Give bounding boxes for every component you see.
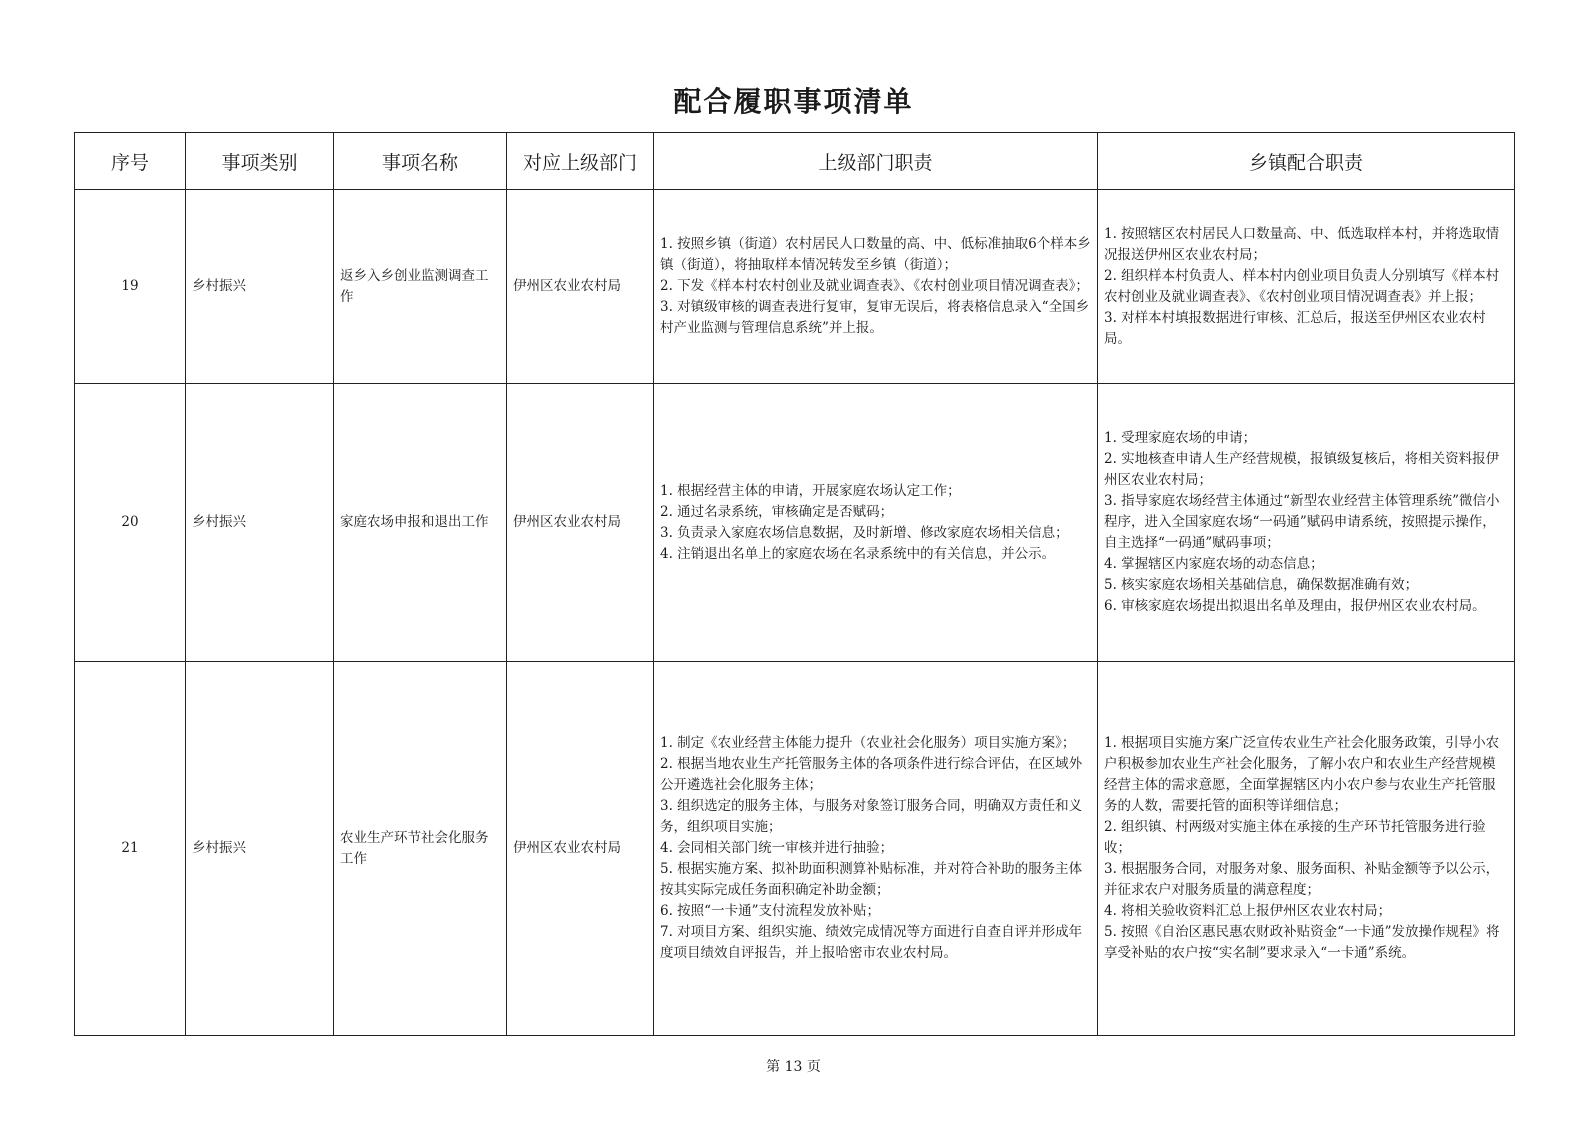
row-number: 21 [75, 662, 186, 1036]
table-row [75, 384, 1515, 662]
duty-item: 4. 将相关验收资料汇总上报伊州区农业农村局； [1104, 903, 1392, 919]
duty-item: 2. 根据当地农业生产托管服务主体的各项条件进行综合评估，在区域外公开遴选社会化服务主体； [660, 756, 1083, 793]
row-category: 乡村振兴 [186, 384, 334, 662]
duty-item: 2. 组织样本村负责人、样本村内创业项目负责人分别填写《样本村农村创业及就业调查表》、《农村创业项目情况调查表》并上报； [1104, 267, 1500, 305]
header-township-duties: 乡镇配合职责 [1098, 133, 1515, 190]
header-superior-duties: 上级部门职责 [654, 133, 1098, 190]
row-superior-duties [654, 190, 1098, 384]
row-number: 20 [75, 384, 186, 662]
duty-item: 3. 对样本村填报数据进行审核、汇总后，报送至伊州区农业农村局。 [1104, 309, 1486, 347]
table-row [75, 190, 1515, 384]
row-township-duties [1098, 384, 1515, 662]
header-department: 对应上级部门 [507, 133, 654, 190]
duty-item: 4. 注销退出名单上的家庭农场在名录系统中的有关信息，并公示。 [660, 545, 1056, 562]
row-superior-duties [654, 384, 1098, 662]
row-department: 伊州区农业农村局 [507, 384, 654, 662]
duty-item: 1. 根据经营主体的申请，开展家庭农场认定工作； [660, 482, 961, 499]
row-item-name: 农业生产环节社会化服务工作 [334, 662, 507, 1036]
duty-item: 2. 实地核查申请人生产经营规模，报镇级复核后，将相关资料报伊州区农业农村局； [1104, 451, 1500, 488]
table-row [75, 662, 1515, 1036]
duty-item: 3. 指导家庭农场经营主体通过“新型农业经营主体管理系统”微信小程序，进入全国家庭农场“一码通”赋码申请系统，按照提示操作，自主选择“一码通”赋码事项； [1104, 493, 1500, 551]
duty-item: 2. 通过名录系统，审核确定是否赋码； [660, 503, 894, 520]
duty-item: 2. 下发《样本村农村创业及就业调查表》、《农村创业项目情况调查表》； [660, 278, 1089, 294]
document-title: 配合履职事项清单 [673, 85, 914, 118]
row-superior-duties [654, 662, 1098, 1036]
duty-item: 1. 按照辖区农村居民人口数量高、中、低选取样本村，并将选取情况报送伊州区农业农村局； [1104, 225, 1500, 263]
row-category: 乡村振兴 [186, 662, 334, 1036]
duty-item: 7. 对项目方案、组织实施、绩效完成情况等方面进行自查自评并形成年度项目绩效自评报告，并上报哈密市农业农村局。 [660, 924, 1083, 961]
duty-item: 5. 核实家庭农场相关基础信息，确保数据准确有效； [1104, 577, 1419, 593]
duty-item: 6. 审核家庭农场提出拟退出名单及理由，报伊州区农业农村局。 [1104, 598, 1486, 614]
row-township-duties [1098, 190, 1515, 384]
duty-item: 2. 组织镇、村两级对实施主体在承接的生产环节托管服务进行验收； [1104, 819, 1486, 856]
table-header-row [75, 133, 1515, 190]
duty-item: 5. 根据实施方案、拟补助面积测算补贴标准，并对符合补助的服务主体按其实际完成任务面积确定补助金额； [660, 861, 1083, 898]
duty-item: 3. 负责录入家庭农场信息数据，及时新增、修改家庭农场相关信息； [660, 524, 1069, 541]
row-number: 19 [75, 190, 186, 384]
header-number: 序号 [75, 133, 186, 190]
row-category: 乡村振兴 [186, 190, 334, 384]
row-department: 伊州区农业农村局 [507, 190, 654, 384]
header-category: 事项类别 [186, 133, 334, 190]
duty-item: 1. 受理家庭农场的申请； [1104, 430, 1257, 446]
row-item-name: 家庭农场申报和退出工作 [334, 384, 507, 662]
duty-item: 4. 掌握辖区内家庭农场的动态信息； [1104, 556, 1324, 572]
row-township-duties [1098, 662, 1515, 1036]
duty-item: 3. 组织选定的服务主体，与服务对象签订服务合同，明确双方责任和义务，组织项目实施； [660, 798, 1083, 835]
row-item-name: 返乡入乡创业监测调查工作 [334, 190, 507, 384]
duty-item: 1. 制定《农业经营主体能力提升（农业社会化服务）项目实施方案》； [660, 735, 1076, 751]
duty-item: 3. 根据服务合同，对服务对象、服务面积、补贴金额等予以公示，并征求农户对服务质量的满意程度； [1104, 861, 1500, 898]
header-name: 事项名称 [334, 133, 507, 190]
duty-item: 1. 根据项目实施方案广泛宣传农业生产社会化服务政策，引导小农户积极参加农业生产社会化服务，了解小农户和农业生产经营规模经营主体的需求意愿，全面掌握辖区内小农户参与农业生产托管服务的人数，需要托管的面积等详细信息； [1104, 735, 1500, 814]
page-number: 第 13 页 [766, 1059, 821, 1075]
duty-item: 4. 会同相关部门统一审核并进行抽验； [660, 840, 894, 856]
duty-item: 1. 按照乡镇（街道）农村居民人口数量的高、中、低标准抽取6个样本乡镇（街道），将抽取样本情况转发至乡镇（街道）； [660, 236, 1091, 273]
duty-item: 6. 按照“一卡通”支付流程发放补贴； [660, 903, 880, 919]
duty-item: 5. 按照《自治区惠民惠农财政补贴资金“一卡通”发放操作规程》将享受补贴的农户按“实名制”要求录入“一卡通”系统。 [1104, 924, 1500, 961]
duties-table [74, 132, 1515, 1036]
row-department: 伊州区农业农村局 [507, 662, 654, 1036]
duty-item: 3. 对镇级审核的调查表进行复审，复审无误后，将表格信息录入“全国乡村产业监测与管理信息系统”并上报。 [660, 299, 1090, 336]
